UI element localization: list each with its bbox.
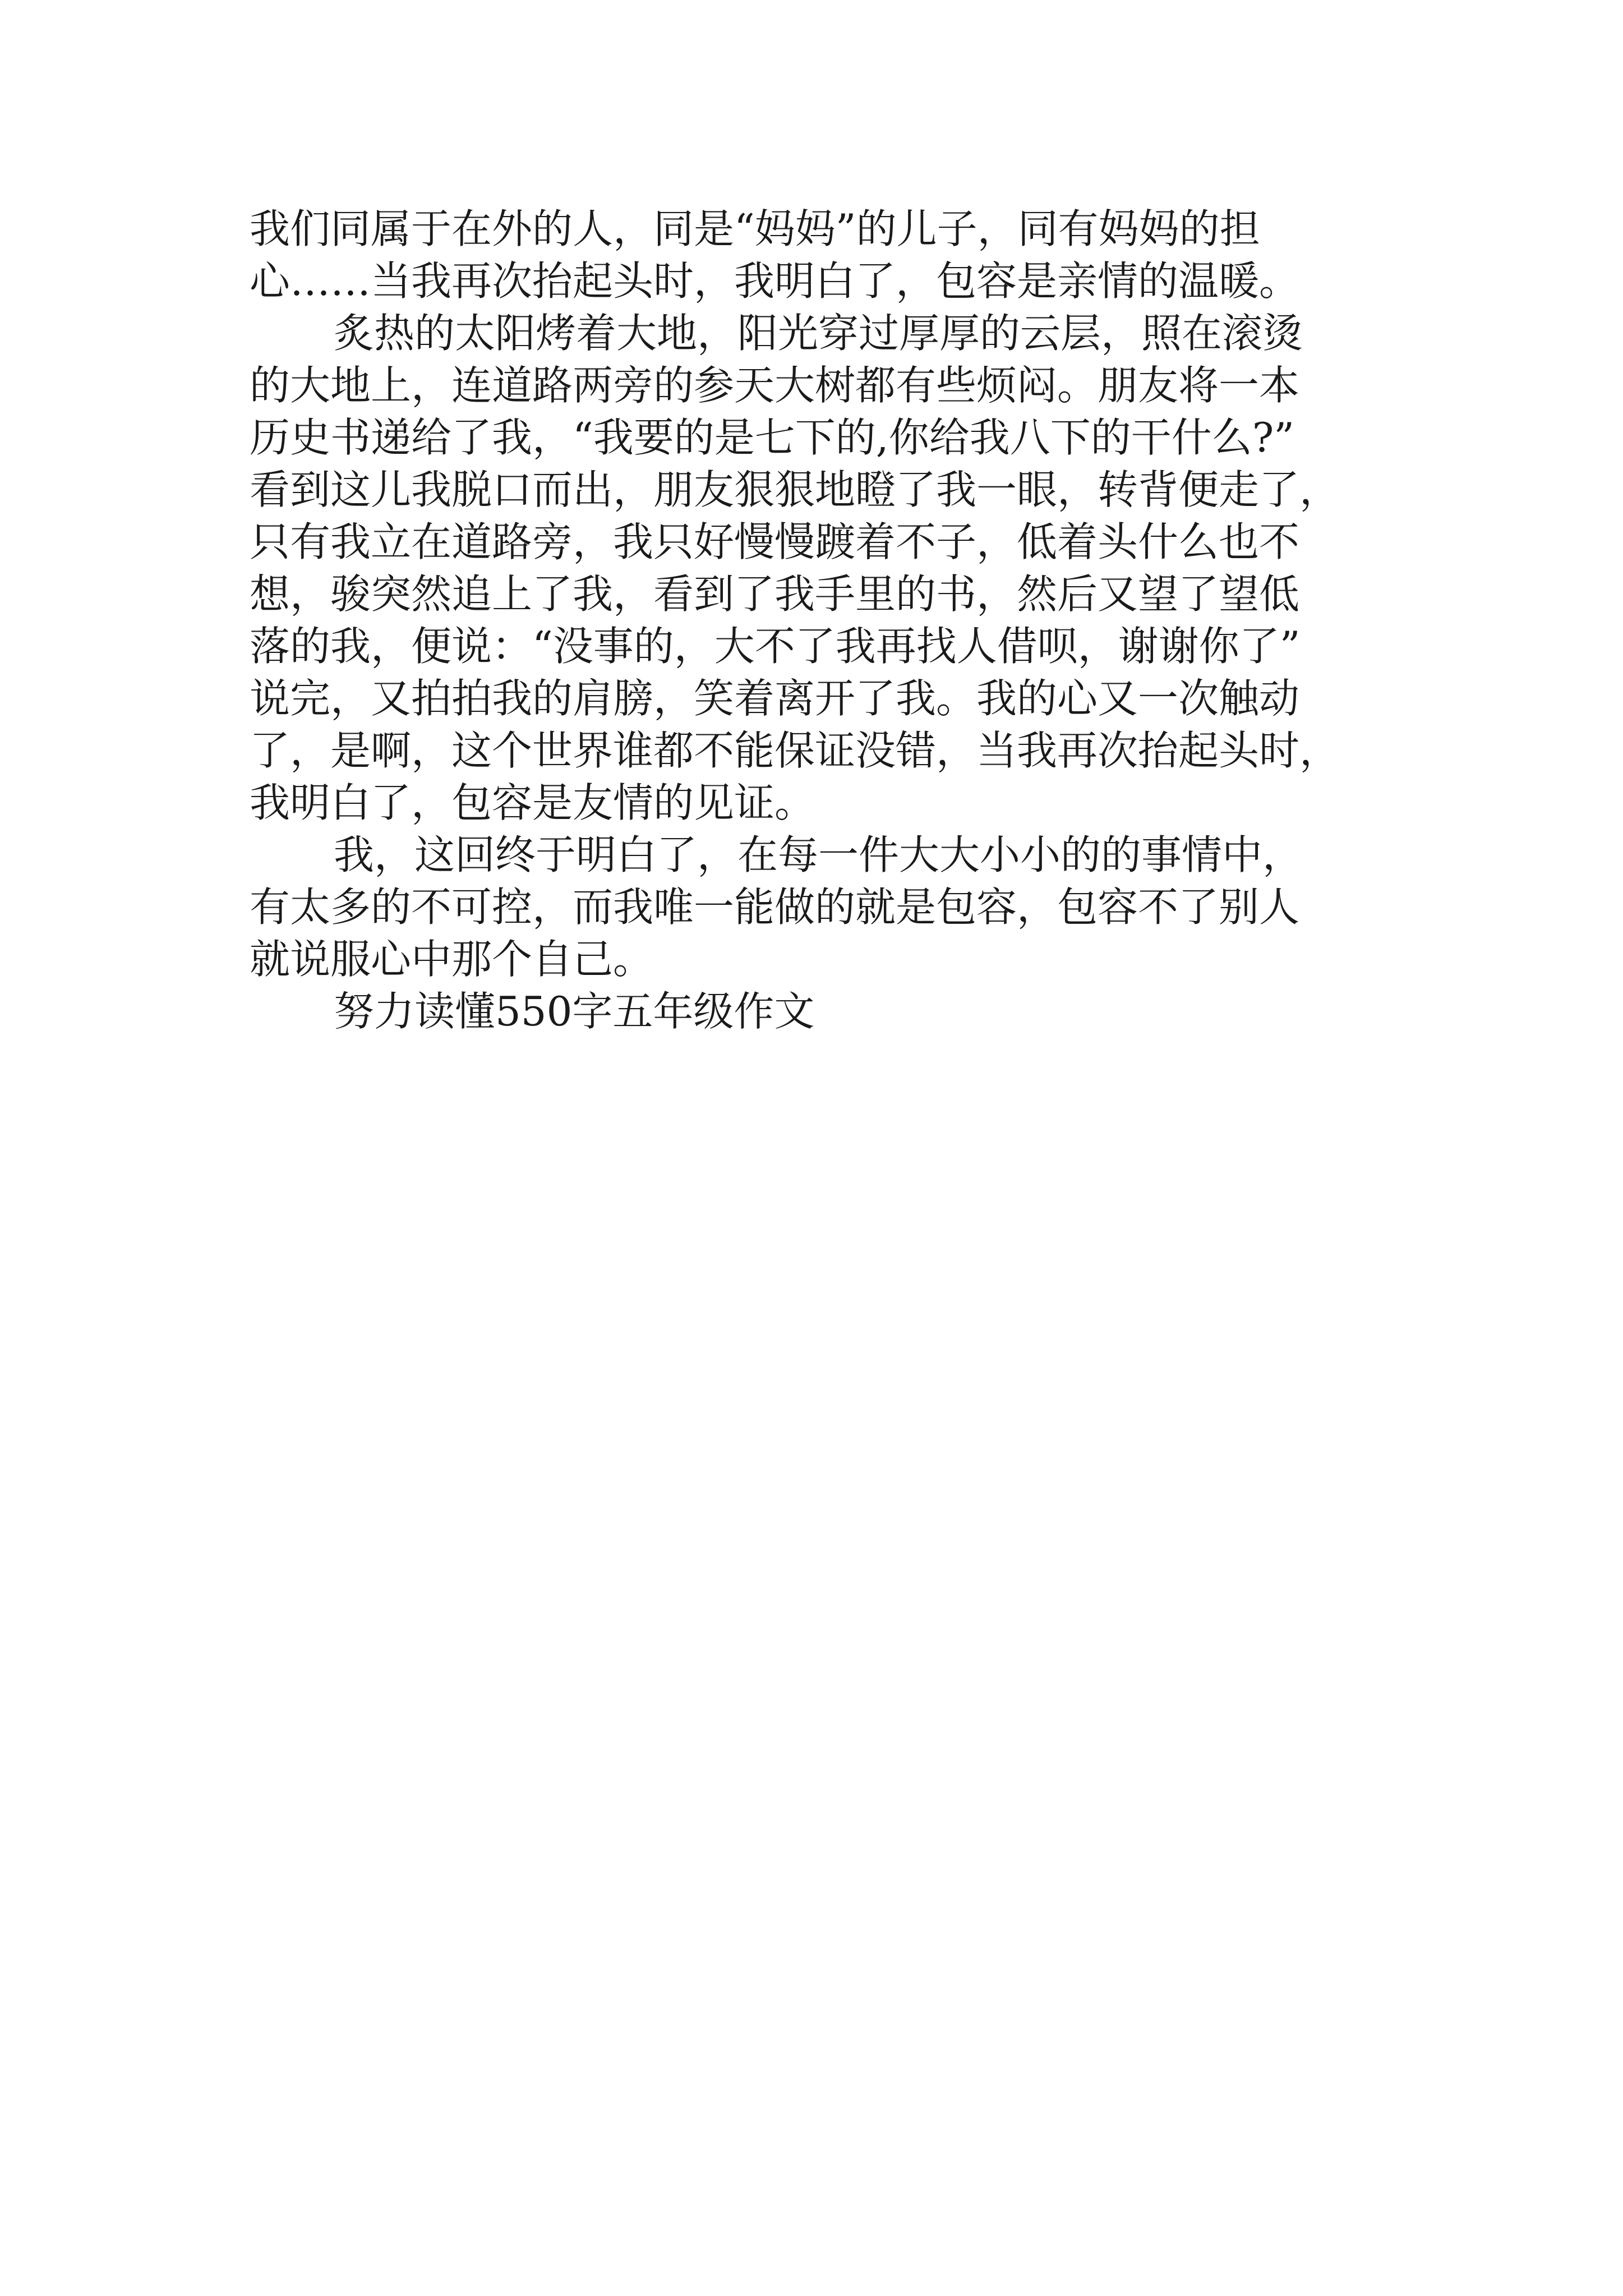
paragraph-3	[250, 829, 1377, 986]
text-line: 我们同属于在外的人，同是“妈妈”的儿子，同有妈妈的担	[250, 205, 1260, 252]
text-line: 有太多的不可控，而我唯一能做的就是包容，包容不了别人	[250, 884, 1300, 931]
paragraph-4	[250, 986, 1377, 1038]
text-line: 炙热的太阳烤着大地，阳光穿过厚厚的云层，照在滚烫	[334, 310, 1303, 357]
text-line: 我，这回终于明白了，在每一件大大小小的的事情中，	[334, 831, 1303, 878]
text-line: 只有我立在道路旁，我只好慢慢踱着不子，低着头什么也不	[250, 518, 1300, 565]
paragraph-2	[250, 307, 1377, 829]
text-line: 就说服心中那个自己。	[250, 936, 654, 983]
text-line: 历史书递给了我，“我要的是七下的,你给我八下的干什么?”	[250, 414, 1295, 461]
text-line: 心……当我再次抬起头时，我明白了，包容是亲情的温暖。	[250, 257, 1300, 305]
text-line: 了，是啊，这个世界谁都不能保证没错，当我再次抬起头时，	[250, 727, 1340, 774]
footer-title-line: 努力读懂550字五年级作文	[334, 988, 815, 1035]
paragraph-1	[250, 203, 1377, 307]
document-body	[250, 203, 1377, 1038]
text-line: 想，骏突然追上了我，看到了我手里的书，然后又望了望低	[250, 570, 1300, 618]
text-line: 的大地上，连道路两旁的参天大树都有些烦闷。朋友将一本	[250, 362, 1300, 409]
text-line: 我明白了，包容是友情的见证。	[250, 779, 815, 826]
text-line: 落的我，便说：“没事的，大不了我再找人借呗，谢谢你了”	[250, 623, 1301, 670]
text-line: 说完，又拍拍我的肩膀，笑着离开了我。我的心又一次触动	[250, 675, 1300, 722]
text-line: 看到这儿我脱口而出，朋友狠狠地瞪了我一眼，转背便走了，	[250, 466, 1340, 513]
